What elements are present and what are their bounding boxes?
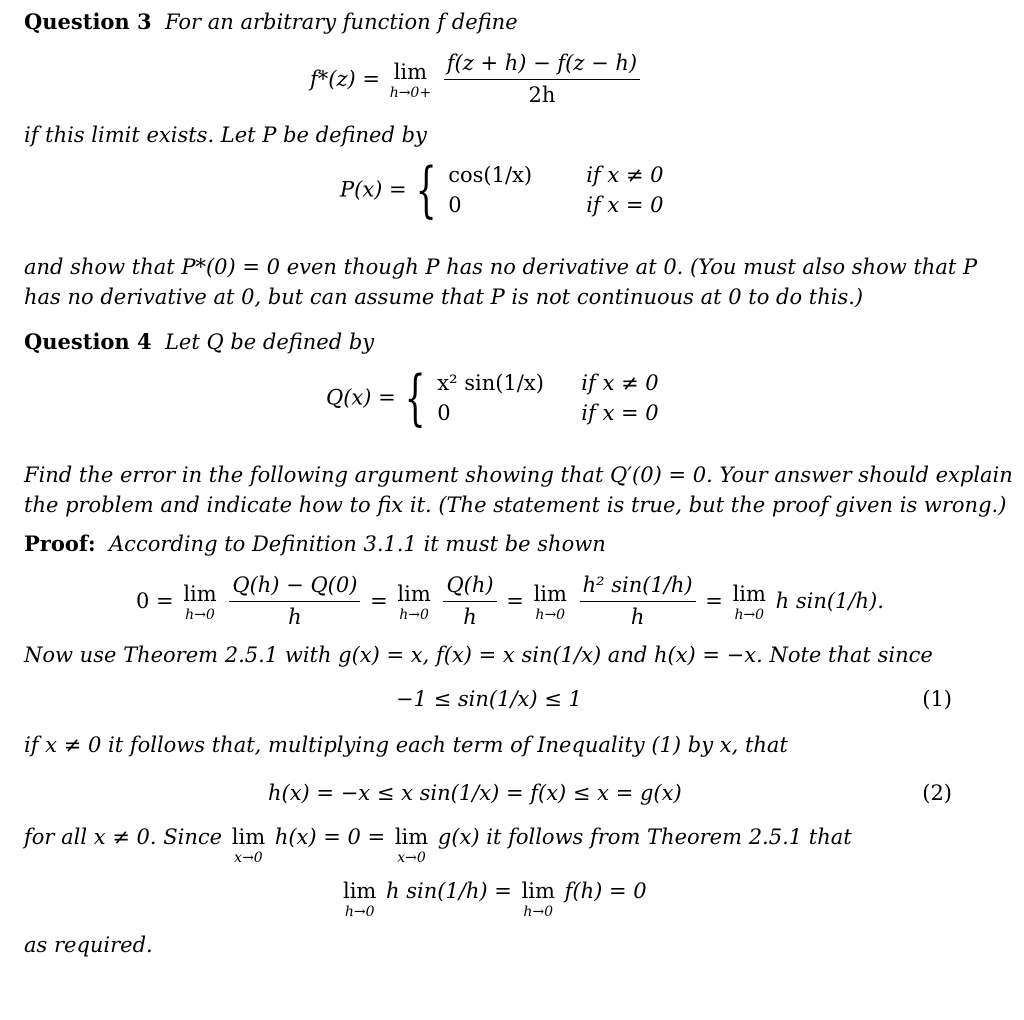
final-lim-1: [343, 878, 376, 919]
q4-heading-line: [24, 328, 374, 356]
q3-fraction: [444, 50, 640, 110]
final-a: h sin(1/h) =: [386, 879, 512, 903]
chain-eq-1: =: [370, 589, 388, 614]
since-lim-2-sub: x→0: [397, 850, 426, 867]
chain-lim-2-word: lim: [397, 582, 431, 607]
q3-task-line1: and show that P*(0) = 0 even though P has no derivative at 0. (You must also show that P: [24, 255, 978, 279]
q3-limit: [390, 59, 431, 100]
chain-fraction-3: [580, 572, 696, 632]
chain-lim-3: [534, 581, 567, 622]
chain-lim-4-word: lim: [732, 582, 766, 607]
q3-title: Question 3: [24, 9, 152, 34]
q3-numerator: f(z + h) − f(z − h): [444, 50, 640, 80]
q3-P-cases: [448, 160, 663, 220]
final-lim-2-word: lim: [521, 879, 555, 903]
chain-tail: h sin(1/h).: [775, 589, 884, 614]
chain-eq-3: =: [705, 589, 723, 614]
q4-eq-number-2: (2): [922, 781, 952, 805]
chain-lim-3-word: lim: [533, 582, 567, 607]
chain-f2-num: Q(h): [443, 572, 496, 602]
since-a: h(x) = 0 =: [274, 825, 386, 849]
final-lim-2: [522, 878, 555, 919]
q4-multiply-line: if x ≠ 0 it follows that, multiplying each term of Inequality (1) by x, that: [24, 733, 788, 757]
chain-f2-den: h: [463, 605, 477, 630]
chain-eq-2: =: [506, 589, 524, 614]
q3-P-case1-expr: cos(1/x): [448, 163, 533, 187]
q4-Q-case1-cond: if x ≠ 0: [581, 371, 659, 395]
q4-Q-cases: [437, 368, 658, 428]
q3-lim-word: lim: [393, 60, 428, 85]
since-b: g(x): [437, 825, 480, 849]
final-lim-2-sub: h→0: [523, 904, 554, 921]
chain-lim-4: [733, 581, 766, 622]
q4-inequality-2: h(x) = −x ≤ x sin(1/x) = f(x) ≤ x = g(x): [268, 781, 682, 805]
q3-denominator: 2h: [528, 83, 556, 108]
q4-theorem-line: Now use Theorem 2.5.1 with g(x) = x, f(x) = x sin(1/x) and h(x) = −x. Note that since: [24, 643, 933, 667]
q3-formula-lhs: f*(z) =: [310, 67, 380, 92]
q4-closing: as required.: [24, 933, 153, 957]
chain-lim-1-sub: h→0: [185, 607, 215, 624]
final-b: f(h) = 0: [564, 879, 647, 903]
q3-P-definition: [340, 155, 664, 225]
q4-task-line1: Find the error in the following argument showing that Q′(0) = 0. Your answer should explain: [24, 463, 1013, 487]
chain-lim-3-sub: h→0: [535, 607, 566, 624]
q3-lim-sub: h→0+: [389, 85, 432, 102]
chain-f3-num: h² sin(1/h): [580, 572, 696, 602]
q4-Q-definition: [326, 363, 659, 433]
chain-f3-den: h: [630, 605, 645, 630]
q3-P-lhs: P(x) =: [340, 177, 407, 202]
q3-P-brace: {: [415, 155, 437, 225]
final-lim-1-sub: h→0: [344, 904, 375, 921]
q4-limit-chain: [136, 572, 884, 632]
q4-Q-lhs: Q(x) =: [326, 385, 396, 410]
chain-lim-1: [183, 581, 216, 622]
q4-Q-case2-cond: if x = 0: [581, 401, 659, 425]
since-lim-1-sub: x→0: [234, 850, 263, 867]
q3-definition-formula: [310, 50, 643, 110]
since-pre: for all x ≠ 0. Since: [24, 825, 223, 849]
chain-f1-num: Q(h) − Q(0): [229, 572, 360, 602]
chain-fraction-1: [229, 572, 360, 632]
q4-task-line2: the problem and indicate how to fix it. (The statement is true, but the proof given is wrong.): [24, 493, 1007, 517]
q3-after-formula: if this limit exists. Let P be defined by: [24, 123, 427, 147]
q4-eq-number-1: (1): [922, 687, 952, 711]
q4-Q-brace: {: [404, 363, 427, 433]
chain-lim-2-sub: h→0: [399, 607, 429, 624]
chain-f1-den: h: [288, 605, 302, 630]
chain-start: 0 =: [136, 589, 174, 614]
q4-intro: Let Q be defined by: [164, 330, 375, 354]
since-post: it follows from Theorem 2.5.1 that: [486, 825, 852, 849]
q4-proof-intro: According to Definition 3.1.1 it must be shown: [109, 532, 606, 556]
chain-lim-2: [397, 581, 430, 622]
q3-heading-line: [24, 8, 518, 36]
since-lim-1-word: lim: [231, 825, 266, 849]
chain-lim-4-sub: h→0: [734, 607, 765, 624]
since-lim-2-word: lim: [394, 825, 429, 849]
q3-P-case2-cond: if x = 0: [586, 193, 664, 217]
q3-task-line2: has no derivative at 0, but can assume that P is not continuous at 0 to do this.): [24, 285, 864, 309]
q3-P-case2-expr: 0: [448, 193, 462, 217]
q4-final-equation: [340, 878, 647, 919]
q4-Q-case2-expr: 0: [437, 401, 451, 425]
final-lim-1-word: lim: [343, 879, 377, 903]
q4-title: Question 4: [24, 329, 152, 354]
q4-proof-label: Proof:: [24, 531, 96, 556]
since-lim-2: [395, 824, 428, 865]
q4-proof-line: [24, 530, 606, 558]
since-lim-1: [232, 824, 265, 865]
q4-since-line: [24, 824, 852, 865]
q3-P-case1-cond: if x ≠ 0: [586, 163, 664, 187]
q3-intro: For an arbitrary function f define: [164, 10, 518, 34]
chain-lim-1-word: lim: [183, 582, 217, 607]
chain-fraction-2: [443, 572, 496, 632]
q4-Q-case1-expr: x² sin(1/x): [437, 371, 544, 395]
q4-inequality-1: −1 ≤ sin(1/x) ≤ 1: [396, 687, 582, 711]
